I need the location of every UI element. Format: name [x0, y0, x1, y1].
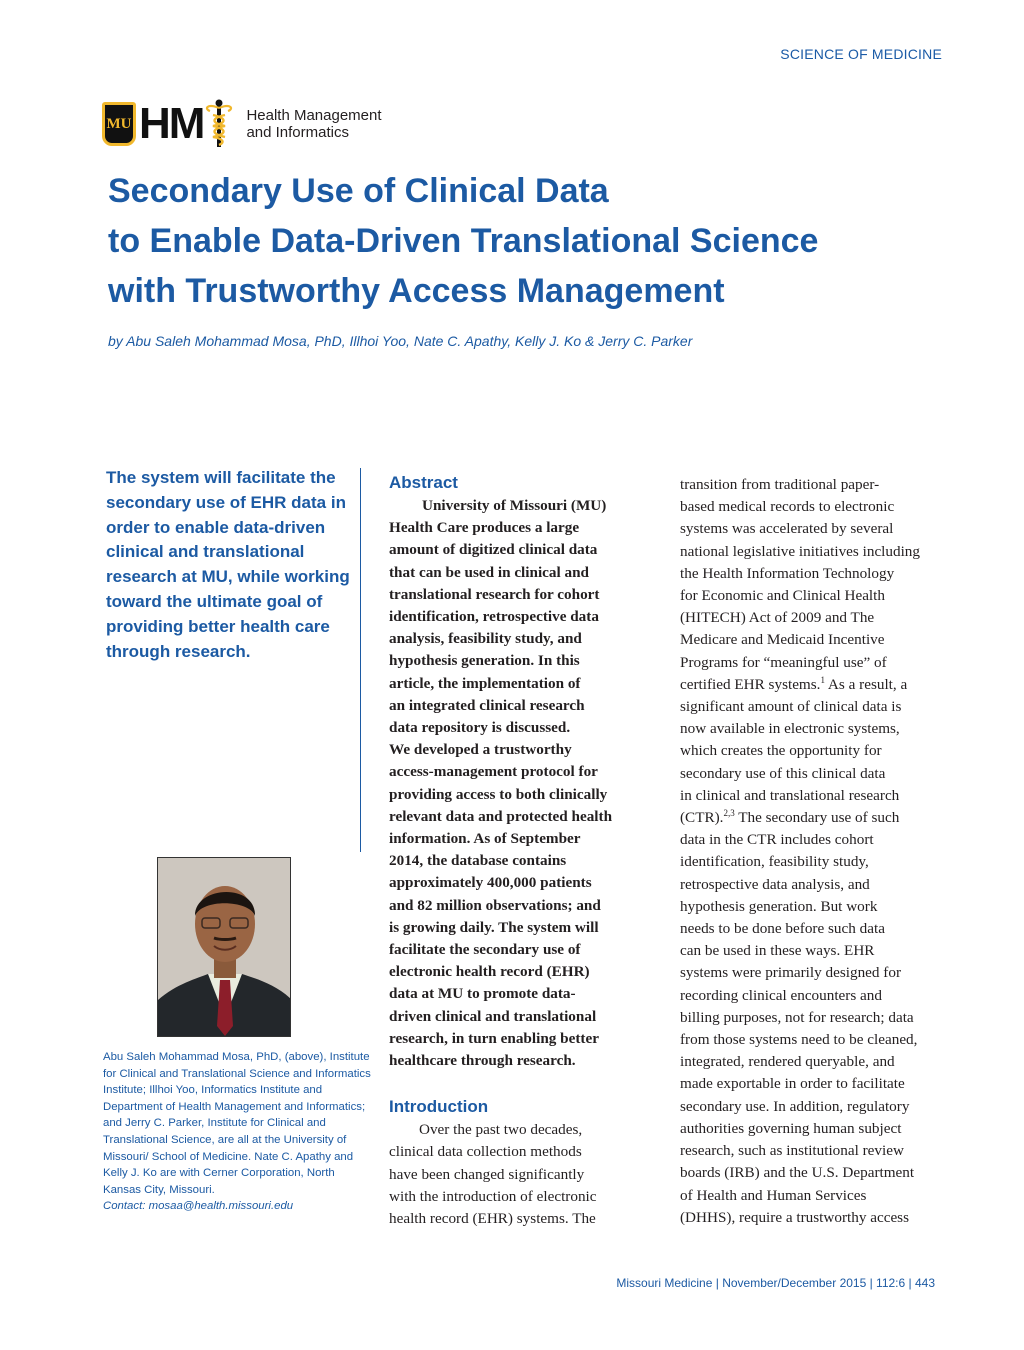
mu-shield-letters: MU: [106, 115, 132, 132]
logo-text-line1: Health Management: [246, 107, 382, 124]
reference-2-3: 2,3: [723, 807, 735, 818]
right-column: [680, 474, 950, 1229]
abstract-heading: Abstract: [389, 473, 458, 492]
author-photo: [157, 857, 291, 1037]
caption-text: Abu Saleh Mohammad Mosa, PhD, (above), Institute for Clinical and Translational Science and Informatics Institute; Illhoi Yoo, Informatics Institute and Department of Health Management and Informatics; and Jerry C. Parker, Institute for Clinical and Translational Science, are all at the University of Missouri/ School of Medicine. Nate C. Apathy and Kelly J. Ko are with Cerner Corporation, North Kansas City, Missouri.: [103, 1051, 371, 1196]
contact-email[interactable]: Contact: mosaa@health.missouri.edu: [103, 1200, 294, 1213]
introduction-text: Over the past two decades, clinical data collection methods have been changed significantly with the introduction of electronic health record (EHR) systems. The: [389, 1121, 597, 1228]
right-column-text: [680, 474, 950, 1229]
abstract-text: University of Missouri (MU) Health Care produces a large amount of digitized clinical data that can be used in clinical and translational research for cohort identification, retrospective data analysis, feasibility study, and hypothesis generation. In this article, the implementation of an integrated clinical research data repository is discussed. We developed a trustworthy access-management protocol for providing access to both clinically relevant data and protected health information. As of September 2014, the database contains approximately 400,000 patients and 82 million observations; and is growing daily. The system will facilitate the secondary use of electronic health record (EHR) data at MU to promote data- driven clinical and translational research, in turn enabling better healthcare through research.: [389, 497, 613, 1070]
title-line-3: with Trustworthy Access Management: [108, 272, 725, 310]
logo-text: [246, 107, 381, 141]
body-text-part-c: The secondary use of such data in the CTR includes cohort identification, feasibility study, retrospective data analysis, and hypothesis generation. But work needs to be done before such data can be used in these ways. EHR systems were primarily designed for recording clinical encounters and billing purposes, not for research; data from those systems need to be cleaned, integrated, rendered queryable, and made exportable in order to facilitate secondary use. In addition, regulatory authorities governing human subject research, such as institutional review boards (IRB) and the U.S. Department of Health and Human Services (DHHS), require a trustworthy access: [680, 809, 918, 1226]
author-portrait-image: [158, 858, 291, 1037]
mu-shield-icon: [102, 102, 136, 146]
author-byline: by Abu Saleh Mohammad Mosa, PhD, Illhoi Yoo, Nate C. Apathy, Kelly J. Ko & Jerry C. Parker: [108, 333, 693, 349]
pull-quote-divider: [360, 468, 361, 852]
pull-quote: The system will facilitate the secondary use of EHR data in order to enable data-driven clinical and translational research at MU, while working toward the ultimate goal of providing better health care through research.: [106, 468, 350, 661]
logo-text-line2: and Informatics: [246, 124, 349, 141]
author-caption: [103, 1049, 375, 1215]
reference-1: 1: [820, 674, 825, 685]
section-label: SCIENCE OF MEDICINE: [780, 46, 942, 62]
body-text-part-a: transition from traditional paper- based medical records to electronic systems was accelerated by several national legislative initiatives including the Health Information Technology for Economic and Clinical Health (HITECH) Act of 2009 and The Medicare and Medicaid Incentive Programs for “meaningful use” of certified EHR systems.: [680, 476, 920, 693]
middle-column: [389, 472, 659, 1230]
title-line-2: to Enable Data-Driven Translational Science: [108, 222, 819, 260]
hmi-letters: HM: [139, 99, 204, 148]
hmi-logo: [102, 98, 382, 150]
caduceus-icon: [204, 99, 234, 149]
body-text-part-b: As a result, a significant amount of clinical data is now available in electronic systems, which creates the opportunity for secondary use of this clinical data in clinical and translational research (CTR).: [680, 675, 908, 827]
introduction-heading: Introduction: [389, 1097, 489, 1117]
page-footer: Missouri Medicine | November/December 2015 | 112:6 | 443: [616, 1276, 935, 1290]
title-line-1: Secondary Use of Clinical Data: [108, 172, 609, 210]
article-title: [108, 166, 928, 316]
